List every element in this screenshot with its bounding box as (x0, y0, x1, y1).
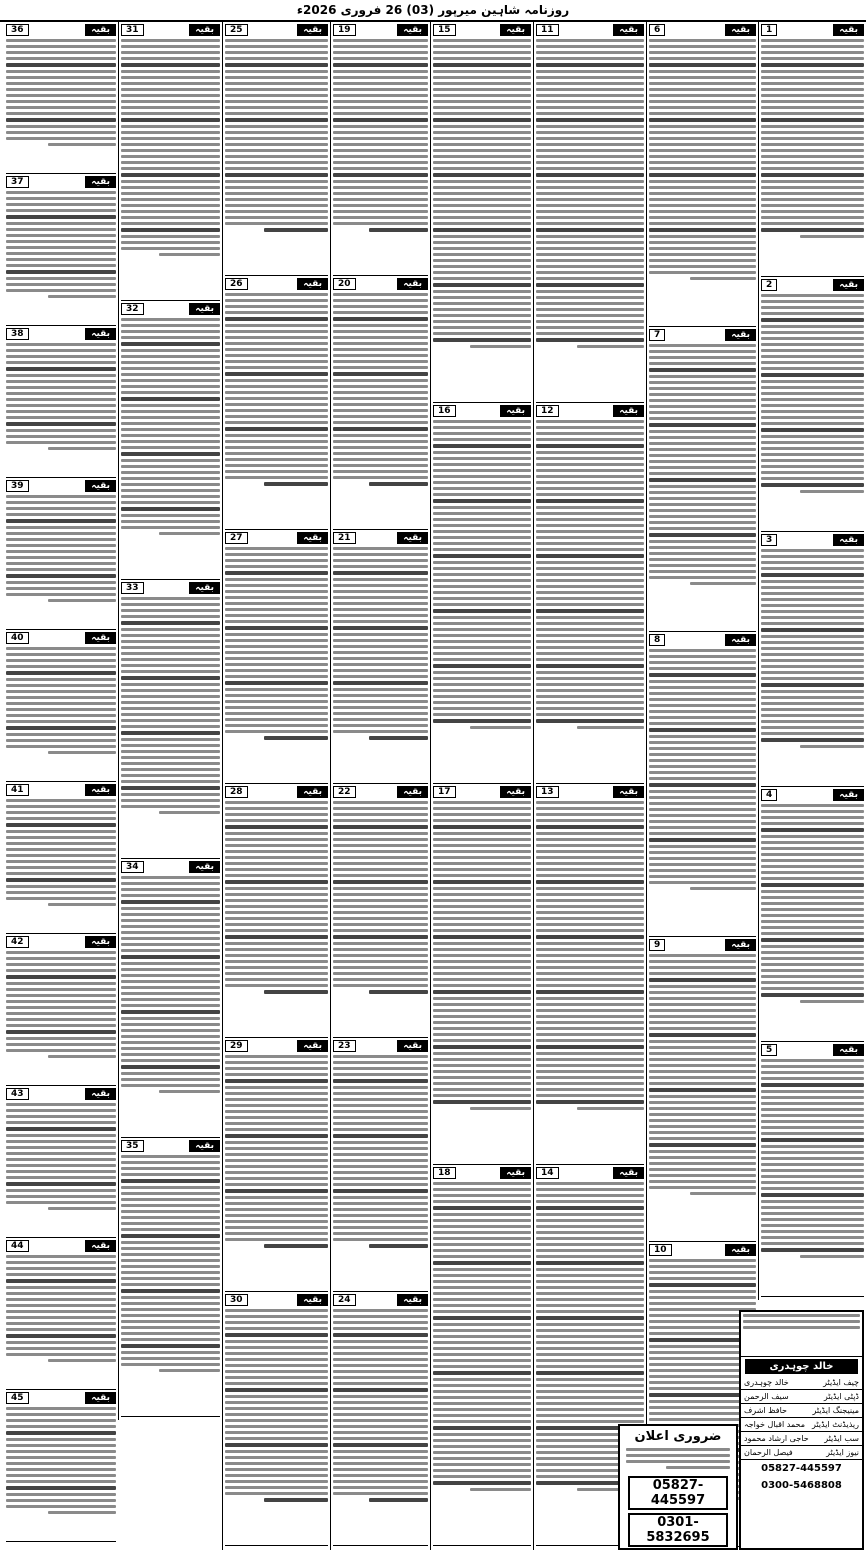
story-label: بقیہ (189, 861, 220, 873)
story-label: بقیہ (613, 405, 644, 417)
story-text-lines (225, 800, 328, 994)
story-header (649, 939, 756, 951)
notice-phone-2: 0301-5832695 (628, 1513, 728, 1547)
publisher-name: خالد چوہدری (745, 1359, 858, 1374)
story-40 (6, 630, 116, 782)
story-text-lines (433, 38, 531, 348)
story-label: بقیہ (189, 582, 220, 594)
story-number: 14 (536, 1167, 559, 1179)
story-header (761, 789, 864, 801)
story-label: بقیہ (85, 480, 116, 492)
story-header (6, 176, 116, 188)
story-text-lines (333, 1308, 428, 1502)
story-label: بقیہ (725, 24, 756, 36)
story-header (225, 1294, 328, 1306)
story-label: بقیہ (500, 405, 531, 417)
story-text-lines (433, 419, 531, 729)
staff-role: سب ایڈیٹر (824, 1434, 859, 1443)
story-36 (6, 22, 116, 174)
story-number: 25 (225, 24, 248, 36)
story-number: 29 (225, 1040, 248, 1052)
story-label: بقیہ (297, 1294, 328, 1306)
story-text-lines (649, 38, 756, 280)
story-number: 16 (433, 405, 456, 417)
story-text-lines (333, 292, 428, 486)
staff-name: فیصل الرحمان (744, 1448, 793, 1457)
story-text-lines (6, 494, 116, 602)
staff-role: ریذیڈنٹ ایڈیٹر (811, 1420, 859, 1429)
story-header (333, 24, 428, 36)
story-label: بقیہ (297, 532, 328, 544)
story-number: 19 (333, 24, 356, 36)
story-text-lines (121, 38, 220, 256)
staff-row (741, 1376, 862, 1390)
notice-body (620, 1444, 736, 1473)
story-header (121, 24, 220, 36)
story-20 (333, 276, 428, 530)
story-32 (121, 301, 220, 580)
story-label: بقیہ (833, 1044, 864, 1056)
story-header (333, 1294, 428, 1306)
story-header (6, 784, 116, 796)
story-23 (333, 1038, 428, 1292)
story-number: 10 (649, 1244, 672, 1256)
story-label: بقیہ (500, 24, 531, 36)
story-text-lines (225, 1054, 328, 1248)
story-label: بقیہ (85, 1392, 116, 1404)
story-label: بقیہ (613, 786, 644, 798)
column-c5 (330, 22, 430, 1550)
story-header (225, 1040, 328, 1052)
story-text-lines (121, 875, 220, 1093)
story-label: بقیہ (189, 24, 220, 36)
story-label: بقیہ (397, 1040, 428, 1052)
story-text-lines (225, 546, 328, 740)
story-number: 4 (761, 789, 777, 801)
story-header (536, 1167, 644, 1179)
story-3 (761, 532, 864, 787)
story-label: بقیہ (85, 632, 116, 644)
story-number: 41 (6, 784, 29, 796)
story-42 (6, 934, 116, 1086)
story-number: 5 (761, 1044, 777, 1056)
story-number: 36 (6, 24, 29, 36)
story-15 (433, 22, 531, 403)
story-label: بقیہ (189, 303, 220, 315)
story-text-lines (225, 1308, 328, 1502)
story-header (536, 405, 644, 417)
story-5 (761, 1042, 864, 1297)
story-number: 30 (225, 1294, 248, 1306)
story-number: 9 (649, 939, 665, 951)
story-text-lines (333, 800, 428, 994)
story-19 (333, 22, 428, 276)
story-number: 2 (761, 279, 777, 291)
story-number: 28 (225, 786, 248, 798)
story-text-lines (225, 292, 328, 486)
staff-name: حافظ اشرف (744, 1406, 787, 1415)
story-number: 1 (761, 24, 777, 36)
story-number: 27 (225, 532, 248, 544)
story-number: 38 (6, 328, 29, 340)
story-text-lines (536, 419, 644, 729)
story-label: بقیہ (725, 634, 756, 646)
story-header (225, 278, 328, 290)
story-header (433, 24, 531, 36)
story-header (649, 1244, 756, 1256)
story-label: بقیہ (85, 784, 116, 796)
story-text-lines (433, 800, 531, 1110)
story-text-lines (761, 293, 864, 493)
story-number: 39 (6, 480, 29, 492)
story-text-lines (121, 1154, 220, 1372)
story-header (121, 861, 220, 873)
story-header (121, 582, 220, 594)
story-9 (649, 937, 756, 1242)
story-label: بقیہ (725, 939, 756, 951)
story-text-lines (761, 803, 864, 1003)
story-label: بقیہ (297, 1040, 328, 1052)
column-c1 (758, 22, 866, 1300)
story-11 (536, 22, 644, 403)
story-number: 24 (333, 1294, 356, 1306)
story-27 (225, 530, 328, 784)
story-header (6, 1240, 116, 1252)
story-header (6, 1392, 116, 1404)
story-header (6, 936, 116, 948)
staff-name: سیف الرحمن (744, 1392, 789, 1401)
story-number: 45 (6, 1392, 29, 1404)
story-label: بقیہ (833, 24, 864, 36)
story-header (333, 532, 428, 544)
story-text-lines (121, 317, 220, 535)
notice-title: ضروری اعلان (634, 1429, 722, 1444)
story-number: 26 (225, 278, 248, 290)
story-header (649, 24, 756, 36)
story-number: 22 (333, 786, 356, 798)
story-header (433, 405, 531, 417)
story-text-lines (6, 646, 116, 754)
story-text-lines (761, 1058, 864, 1258)
story-number: 35 (121, 1140, 144, 1152)
publisher-address (741, 1312, 862, 1357)
story-12 (536, 403, 644, 784)
publisher-phone-1: 05827-445597 (761, 1463, 842, 1474)
story-7 (649, 327, 756, 632)
story-label: بقیہ (297, 24, 328, 36)
story-number: 21 (333, 532, 356, 544)
story-header (6, 632, 116, 644)
story-number: 23 (333, 1040, 356, 1052)
story-45 (6, 1390, 116, 1542)
story-number: 31 (121, 24, 144, 36)
staff-row (741, 1418, 862, 1432)
story-header (536, 786, 644, 798)
story-1 (761, 22, 864, 277)
story-label: بقیہ (500, 786, 531, 798)
story-31 (121, 22, 220, 301)
story-text-lines (6, 38, 116, 146)
story-13 (536, 784, 644, 1165)
story-35 (121, 1138, 220, 1417)
staff-row (741, 1432, 862, 1446)
story-number: 43 (6, 1088, 29, 1100)
story-header (761, 534, 864, 546)
story-8 (649, 632, 756, 937)
story-41 (6, 782, 116, 934)
story-25 (225, 22, 328, 276)
story-22 (333, 784, 428, 1038)
story-number: 12 (536, 405, 559, 417)
publisher-phone-2: 0300-5468808 (761, 1480, 842, 1491)
story-label: بقیہ (725, 1244, 756, 1256)
story-16 (433, 403, 531, 784)
story-38 (6, 326, 116, 478)
story-label: بقیہ (397, 1294, 428, 1306)
story-24 (333, 1292, 428, 1546)
story-text-lines (649, 343, 756, 585)
story-label: بقیہ (613, 1167, 644, 1179)
staff-row (741, 1390, 862, 1404)
story-2 (761, 277, 864, 532)
story-header (536, 24, 644, 36)
column-c8 (4, 22, 118, 1550)
staff-name: حاجی ارشاد محمود (744, 1434, 809, 1443)
story-label: بقیہ (613, 24, 644, 36)
story-label: بقیہ (85, 1240, 116, 1252)
story-label: بقیہ (85, 1088, 116, 1100)
story-number: 37 (6, 176, 29, 188)
story-header (6, 328, 116, 340)
staff-list (741, 1376, 862, 1460)
story-number: 13 (536, 786, 559, 798)
story-header (333, 1040, 428, 1052)
column-c4 (430, 22, 533, 1550)
story-17 (433, 784, 531, 1165)
story-text-lines (649, 953, 756, 1195)
staff-row (741, 1404, 862, 1418)
column-c3 (533, 22, 646, 1550)
story-header (761, 24, 864, 36)
story-header (121, 303, 220, 315)
staff-role: مینیجنگ ایڈیٹر (812, 1406, 859, 1415)
story-number: 6 (649, 24, 665, 36)
story-label: بقیہ (397, 532, 428, 544)
story-text-lines (536, 800, 644, 1110)
story-label: بقیہ (85, 936, 116, 948)
story-number: 44 (6, 1240, 29, 1252)
story-number: 11 (536, 24, 559, 36)
story-header (225, 786, 328, 798)
story-number: 42 (6, 936, 29, 948)
story-number: 15 (433, 24, 456, 36)
story-text-lines (333, 1054, 428, 1248)
story-4 (761, 787, 864, 1042)
column-c6 (222, 22, 330, 1550)
story-label: بقیہ (85, 24, 116, 36)
story-header (225, 24, 328, 36)
story-number: 32 (121, 303, 144, 315)
story-text-lines (6, 1102, 116, 1210)
staff-name: خالد چوہدری (744, 1378, 789, 1387)
story-number: 17 (433, 786, 456, 798)
story-text-lines (6, 798, 116, 906)
story-number: 33 (121, 582, 144, 594)
story-number: 7 (649, 329, 665, 341)
story-header (333, 786, 428, 798)
story-header (6, 24, 116, 36)
story-label: بقیہ (85, 176, 116, 188)
story-header (761, 1044, 864, 1056)
notice-phone-1: 05827-445597 (628, 1476, 728, 1510)
story-37 (6, 174, 116, 326)
story-header (433, 786, 531, 798)
story-label: بقیہ (189, 1140, 220, 1152)
story-label: بقیہ (725, 329, 756, 341)
story-number: 40 (6, 632, 29, 644)
story-label: بقیہ (500, 1167, 531, 1179)
story-6 (649, 22, 756, 327)
story-header (649, 634, 756, 646)
story-text-lines (433, 1181, 531, 1491)
staff-name: محمد اقبال خواجہ (744, 1420, 806, 1429)
story-header (225, 532, 328, 544)
story-text-lines (536, 38, 644, 348)
story-text-lines (761, 548, 864, 748)
story-text-lines (6, 342, 116, 450)
story-number: 3 (761, 534, 777, 546)
story-label: بقیہ (833, 789, 864, 801)
story-33 (121, 580, 220, 859)
story-number: 18 (433, 1167, 456, 1179)
story-39 (6, 478, 116, 630)
story-label: بقیہ (397, 786, 428, 798)
staff-role: ڈپٹی ایڈیٹر (823, 1392, 859, 1401)
story-label: بقیہ (397, 278, 428, 290)
story-number: 20 (333, 278, 356, 290)
story-label: بقیہ (833, 279, 864, 291)
story-21 (333, 530, 428, 784)
story-number: 8 (649, 634, 665, 646)
staff-role: نیوز ایڈیٹر (826, 1448, 859, 1457)
notice-box (618, 1424, 738, 1550)
story-header (333, 278, 428, 290)
story-text-lines (6, 950, 116, 1058)
masthead: روزنامہ شاہین میرپور (03) 26 فروری 2026ء (0, 0, 866, 22)
story-text-lines (333, 546, 428, 740)
story-text-lines (225, 38, 328, 232)
story-label: بقیہ (397, 24, 428, 36)
story-18 (433, 1165, 531, 1546)
story-30 (225, 1292, 328, 1546)
story-26 (225, 276, 328, 530)
story-text-lines (761, 38, 864, 238)
story-28 (225, 784, 328, 1038)
story-number: 34 (121, 861, 144, 873)
story-label: بقیہ (297, 786, 328, 798)
story-label: بقیہ (297, 278, 328, 290)
story-text-lines (649, 648, 756, 890)
story-header (761, 279, 864, 291)
story-text-lines (6, 1254, 116, 1362)
story-text-lines (121, 596, 220, 814)
story-text-lines (6, 190, 116, 298)
story-header (6, 480, 116, 492)
story-43 (6, 1086, 116, 1238)
staff-role: چیف ایڈیٹر (823, 1378, 859, 1387)
story-header (6, 1088, 116, 1100)
column-c7 (118, 22, 222, 1420)
story-header (649, 329, 756, 341)
story-label: بقیہ (833, 534, 864, 546)
story-34 (121, 859, 220, 1138)
story-header (121, 1140, 220, 1152)
story-44 (6, 1238, 116, 1390)
story-text-lines (333, 38, 428, 232)
story-29 (225, 1038, 328, 1292)
story-text-lines (6, 1406, 116, 1514)
story-header (433, 1167, 531, 1179)
staff-row (741, 1446, 862, 1460)
publisher-box (739, 1310, 864, 1550)
story-label: بقیہ (85, 328, 116, 340)
